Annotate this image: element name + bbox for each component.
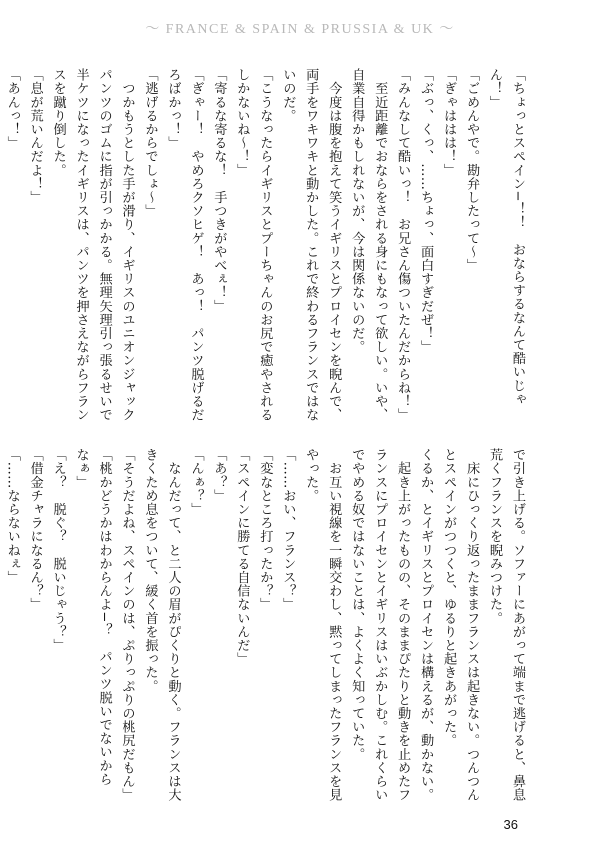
page-number: 36 xyxy=(503,817,518,832)
text-line: で引き上げる。ソファーにあがって端まで逃げると、鼻息 xyxy=(510,448,525,802)
text-line: 「ごめんやで。勘弁したって〜」 xyxy=(464,68,480,272)
text-line: ん！」 xyxy=(487,68,503,109)
text-line: なんだって、と二人の眉がぴくりと動く。フランスは大 xyxy=(165,448,181,802)
text-line: 「そうだよね、スペインのは、ぷりっぷりの桃尻だもん」 xyxy=(119,448,135,802)
text-line: 自業自得かもしれないが、今は関係ないのだ。 xyxy=(349,68,365,354)
text-column-lower xyxy=(0,448,528,802)
text-line: 「スペインに勝てる自信ないんだ」 xyxy=(234,448,250,666)
text-line: いのだ。 xyxy=(280,68,296,123)
text-line: 「借金チャラになるん？」 xyxy=(27,448,43,612)
text-line: ろばかっ！」 xyxy=(165,68,181,150)
text-line: しかないね〜！」 xyxy=(234,68,250,177)
text-line: 「ぎゃははは！」 xyxy=(441,68,457,177)
text-line: くるか、とイギリスとプロイセンは構えるが、動かない。 xyxy=(418,448,434,802)
text-line: なぁ」 xyxy=(73,448,89,489)
text-line: 「みんなして酷いっ！ お兄さん傷ついたんだからね！」 xyxy=(395,68,411,422)
text-line: 「あ？」 xyxy=(211,448,227,503)
text-line: ランスにプロイセンとイギリスはいぶかしむ。これくらい xyxy=(372,448,388,802)
text-line: 「こうなったらイギリスとプーちゃんのお尻で癒やされる xyxy=(257,68,273,422)
text-line: お互い視線を一瞬交わし、黙ってしまったフランスを見 xyxy=(326,448,342,802)
text-line: 「んぁ？」 xyxy=(188,448,204,516)
text-line: 「ちょっとスペイン−！！ おならするなんて酷いじゃ xyxy=(510,68,525,406)
text-column-upper xyxy=(0,68,528,422)
text-line: でやめる奴ではないことは、よくよく知っていた。 xyxy=(349,448,365,761)
text-line: 「ぎゃー！ やめろクソヒゲ！ あっ！ パンツ脱げるだ xyxy=(188,68,204,422)
text-line: 半ケツになったイギリスは、パンツを押さえながらフラン xyxy=(73,68,89,422)
text-line: パンツのゴムに指が引っかかる。無理矢理引っ張るせいで xyxy=(96,68,112,422)
text-line: 「変なところ打ったか？」 xyxy=(257,448,273,612)
text-line: 「あんっ！」 xyxy=(4,68,20,150)
text-line: 「息が荒いんだよ！」 xyxy=(27,68,43,204)
text-line: 起き上がったものの、そのままぴたりと動きを止めたフ xyxy=(395,448,411,802)
text-line: 「ぶっ、くっ、……ちょっ、面白すぎだぜ！」 xyxy=(418,68,434,354)
running-header: 〜 FRANCE & SPAIN & PRUSSIA & UK 〜 xyxy=(145,22,455,37)
text-line: 今度は腹を抱えて笑うイギリスとプロイセンを睨んで、 xyxy=(326,68,342,422)
text-line: スを蹴り倒した。 xyxy=(50,68,66,177)
text-line: つかもうとした手が滑り、イギリスのユニオンジャック xyxy=(119,68,135,422)
text-line: 床にひっくり返ったままフランスは起きない。つんつん xyxy=(464,448,480,802)
text-line: 「桃かどうかはわからんよ−？ パンツ脱いでないから xyxy=(96,448,112,786)
text-line: 「え？ 脱ぐ？ 脱いじゃう？」 xyxy=(50,448,66,652)
text-line: 「……おい、フランス？」 xyxy=(280,448,296,612)
text-line: とスペインがつつくと、ゆるりと起きあがった。 xyxy=(441,448,457,748)
text-line: 至近距離でおならをされる身にもなって欲しい。いや、 xyxy=(372,68,388,422)
text-line: きくため息をついて、緩く首を振った。 xyxy=(142,448,158,693)
text-line: 「……ならないねぇ」 xyxy=(4,448,20,584)
text-line: やった。 xyxy=(303,448,319,503)
text-line: 荒くフランスを睨みつけた。 xyxy=(487,448,503,625)
text-line: 「寄るな寄るな！ 手つきがやべぇ！」 xyxy=(211,68,227,313)
text-line: 両手をワキワキと動かした。これで終わるフランスではな xyxy=(303,68,319,422)
text-line: 「逃げるからでしょ〜」 xyxy=(142,68,158,218)
